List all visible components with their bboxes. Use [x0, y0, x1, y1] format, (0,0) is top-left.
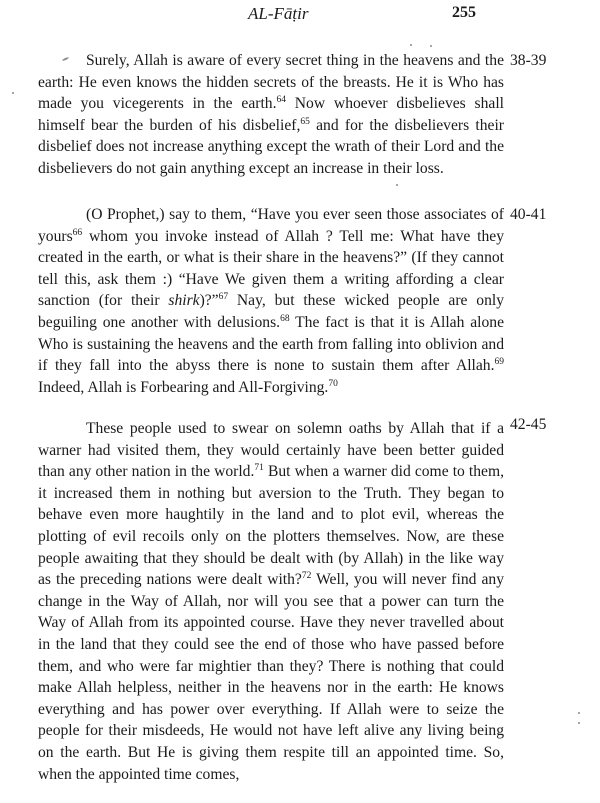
footnote-marker: 68: [280, 313, 290, 324]
scan-speck: [578, 712, 580, 714]
page-number: 255: [452, 4, 476, 21]
scan-speck: [410, 44, 412, 46]
text-run: )?”: [199, 292, 219, 310]
footnote-marker: 66: [72, 227, 83, 238]
footnote-marker: 64: [276, 95, 286, 105]
text-run: Nay, but these wicked people are only beguiling one another with delusions.: [38, 292, 504, 331]
text-run: Now whoever disbelieves shall himself bear the burden of his disbelief,: [38, 95, 504, 134]
text-run: Surely, Allah is aware of every secret thing in the heavens and the earth: He even knows the hidden secrets of the breasts. He it is Who has made you vicegerents in the earth.: [38, 52, 504, 113]
text-run: and for the disbelievers their disbelief does not increase anything except the wrath of their Lord and the disbelievers do not gain anything except an increase in their loss.: [38, 116, 504, 177]
scan-speck: [578, 722, 580, 724]
footnote-marker: 70: [328, 378, 338, 389]
paragraph-verses-40-41: [38, 204, 504, 398]
running-header: [0, 2, 600, 32]
footnote-marker: 67: [218, 292, 229, 303]
scan-speck: [396, 184, 398, 186]
text-run: (O Prophet,) say to them, “Have you ever seen those associates of yours: [38, 206, 504, 245]
paragraph-verses-42-45: [38, 418, 504, 785]
footnote-marker: 71: [254, 463, 264, 473]
verse-reference: 38-39: [510, 52, 547, 69]
paragraph-verses-38-39: [38, 50, 504, 180]
text-run: Indeed, Allah is Forbearing and All-Forgiving.: [38, 378, 329, 396]
text-run: These people used to swear on solemn oaths by Allah that if a warner had visited them, they would certainly have been better guided than any other nation in the world.: [38, 420, 504, 481]
footnote-marker: 69: [494, 356, 504, 367]
scan-speck: [12, 92, 14, 94]
text-run: whom you invoke instead of Allah ? Tell me: What have they created in the earth, or what is their share in the heavens?” (If they cannot tell this, ask them :) “Have We given them a writing affording a clear sanction (for their: [38, 227, 504, 310]
scan-speck: [430, 45, 432, 47]
chapter-title: AL-Fāṭir: [248, 4, 309, 23]
verse-reference: 40-41: [510, 206, 547, 223]
verse-reference: 42-45: [510, 416, 547, 433]
text-run: But when a warner did come to them, it increased them in nothing but aversion to the Truth. They began to behave even more haughtily in the land and to plot evil, whereas the plotting of evil recoils only on the plotters themselves. Now, are these people awaiting that they should be dealt with (by Allah) in the like way as the preceding nations were dealt with?: [38, 463, 504, 589]
text-run: The fact is that it is Allah alone Who is sustaining the heavens and the earth from falling into oblivion and if they fall into the abyss there is none to sustain them after Allah.: [38, 313, 504, 375]
italic-term: shirk: [168, 292, 200, 310]
text-run: Well, you will never find any change in the Way of Allah, nor will you see that a power can turn the Way of Allah from its appointed course. Have they never travelled about in the land that they could see the end of those who have passed before them, and who were far mightier than they? There is nothing that could make Allah helpless, neither in the heavens nor in the earth: He knows everything and has power over everything. If Allah were to seize the people for their misdeeds, He would not have left alive any living being on the earth. But He is giving them respite till an appointed time. So, when the appointed time comes,: [38, 571, 504, 783]
footnote-marker: 65: [300, 116, 310, 127]
footnote-marker: 72: [301, 570, 312, 581]
